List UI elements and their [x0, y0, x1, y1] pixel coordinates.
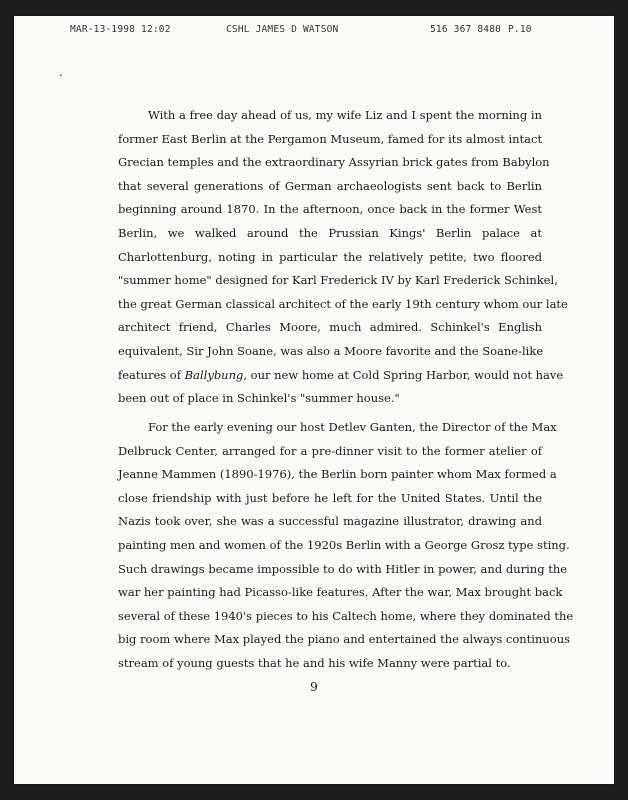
- text-line: that several generations of German archaeologists sent back to Berlin: [118, 178, 542, 193]
- fax-sender: CSHL JAMES D WATSON: [226, 24, 339, 35]
- text-line: For the early evening our host Detlev Ganten, the Director of the Max: [148, 420, 557, 434]
- text-line: features of Ballybung, our new home at Cold Spring Harbor, would not have: [118, 367, 564, 382]
- scan-speck: [60, 74, 62, 76]
- text-line: equivalent, Sir John Soane, was also a Moore favorite and the Soane-like: [118, 343, 544, 358]
- text-line: architect friend, Charles Moore, much admired. Schinkel's English: [118, 320, 542, 335]
- text-line: "summer home" designed for Karl Frederick IV by Karl Frederick Schinkel,: [118, 273, 558, 288]
- text-line: Grecian temples and the extraordinary Assyrian brick gates from Babylon: [118, 155, 550, 170]
- text-line: Berlin, we walked around the Prussian Kings' Berlin palace at: [118, 225, 542, 240]
- fax-date-time: MAR-13-1998 12:02: [70, 24, 171, 35]
- fax-header: [70, 24, 590, 38]
- text-line: painting men and women of the 1920s Berlin with a George Grosz type sting.: [118, 537, 570, 552]
- text-line: war her painting had Picasso-like features. After the war, Max brought back: [118, 585, 563, 600]
- paragraph-1: [118, 104, 568, 411]
- text-line: With a free day ahead of us, my wife Liz and I spent the morning in: [148, 108, 542, 122]
- fax-phone: 516 367 8480: [430, 24, 502, 35]
- text-line: stream of young guests that he and his wife Manny were partial to.: [118, 655, 511, 670]
- text-line: beginning around 1870. In the afternoon, once back in the former West: [118, 202, 542, 217]
- paragraph-2: [118, 416, 574, 676]
- page-number: 9: [310, 680, 318, 694]
- text-line: Jeanne Mammen (1890-1976), the Berlin born painter whom Max formed a: [118, 467, 557, 482]
- text-line: Delbruck Center, arranged for a pre-dinner visit to the former atelier of: [118, 443, 542, 458]
- text-line: Nazis took over, she was a successful magazine illustrator, drawing and: [118, 514, 542, 529]
- text-line: big room where Max played the piano and entertained the always continuous: [118, 632, 571, 647]
- text-line: several of these 1940's pieces to his Caltech home, where they dominated the: [118, 608, 574, 623]
- fax-page-number: P.10: [508, 24, 532, 35]
- text-line: former East Berlin at the Pergamon Museum, famed for its almost intact: [118, 131, 543, 146]
- text-line: the great German classical architect of the early 19th century whom our late: [118, 296, 568, 311]
- text-line: Charlottenburg, noting in particular the relatively petite, two floored: [118, 249, 542, 264]
- document-page: [14, 16, 614, 784]
- text-line: been out of place in Schinkel's "summer house.": [118, 391, 400, 406]
- text-line: close friendship with just before he left for the United States. Until the: [118, 490, 542, 505]
- house-name-italic: Ballybung: [184, 367, 244, 382]
- text-line: Such drawings became impossible to do with Hitler in power, and during the: [118, 561, 568, 576]
